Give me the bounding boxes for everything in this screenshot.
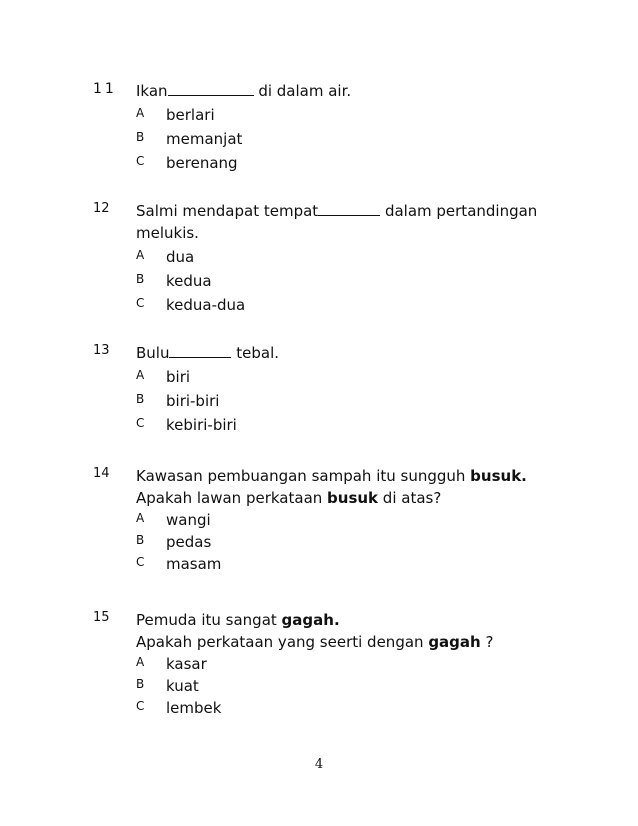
question-number: 11 (93, 81, 117, 97)
option-text: biri-biri (166, 392, 220, 410)
stem-text: Salmi mendapat tempat (136, 202, 319, 220)
option-text: dua (166, 248, 195, 266)
option-letter: C (136, 416, 145, 430)
stem-text: di atas? (378, 489, 442, 507)
option-letter: B (136, 272, 145, 286)
option-text: masam (166, 555, 222, 573)
option-letter: A (136, 106, 145, 120)
stem-text: Bulu (136, 344, 170, 362)
question-stem (136, 342, 556, 364)
option-text: wangi (166, 511, 211, 529)
question-stem (136, 200, 556, 244)
answer-blank (168, 83, 254, 96)
option-text: kuat (166, 677, 199, 695)
option-text: kedua (166, 272, 212, 290)
option-text: biri (166, 368, 191, 386)
stem-line (136, 631, 556, 653)
option-c[interactable] (136, 697, 436, 719)
question-stem (136, 80, 556, 102)
option-a[interactable] (136, 509, 436, 531)
option-text: kedua-dua (166, 296, 246, 314)
option-b[interactable] (136, 675, 436, 697)
question-number: 13 (93, 343, 110, 358)
option-c[interactable] (136, 152, 436, 174)
option-c[interactable] (136, 294, 436, 316)
stem-text: Apakah lawan perkataan (136, 489, 328, 507)
stem-line: melukis. (136, 224, 199, 242)
option-letter: C (136, 699, 145, 713)
option-letter: B (136, 392, 145, 406)
emphasized-word: busuk (327, 489, 379, 507)
emphasized-word: gagah (428, 633, 481, 651)
option-b[interactable] (136, 531, 436, 553)
option-text: kebiri-biri (166, 416, 237, 434)
option-text: berlari (166, 106, 215, 124)
option-a[interactable] (136, 653, 436, 675)
option-letter: B (136, 533, 145, 547)
option-text: pedas (166, 533, 212, 551)
stem-text: dalam pertandingan (380, 202, 538, 220)
option-letter: C (136, 296, 145, 310)
page-number: 4 (314, 757, 324, 772)
stem-line (136, 465, 556, 487)
question-stem (136, 609, 556, 653)
option-letter: A (136, 511, 145, 525)
emphasized-word: busuk. (470, 467, 527, 485)
stem-text: Apakah perkataan yang seerti dengan (136, 633, 429, 651)
question-number: 14 (93, 466, 110, 481)
question-number: 15 (93, 610, 110, 625)
option-letter: C (136, 154, 145, 168)
option-c[interactable] (136, 414, 436, 436)
question-stem (136, 465, 556, 509)
option-letter: C (136, 555, 145, 569)
stem-text: Ikan (136, 82, 168, 100)
option-text: lembek (166, 699, 222, 717)
option-letter: B (136, 130, 145, 144)
stem-line (136, 342, 556, 364)
answer-blank (318, 203, 380, 216)
option-b[interactable] (136, 390, 436, 412)
emphasized-word: gagah. (281, 611, 340, 629)
option-letter: A (136, 248, 145, 262)
stem-line (136, 609, 556, 631)
answer-blank (169, 345, 231, 358)
option-letter: B (136, 677, 145, 691)
option-text: berenang (166, 154, 238, 172)
stem-text: Kawasan pembuangan sampah itu sungguh (136, 467, 471, 485)
stem-text: ? (480, 633, 494, 651)
option-c[interactable] (136, 553, 436, 575)
option-a[interactable] (136, 366, 436, 388)
option-b[interactable] (136, 128, 436, 150)
option-a[interactable] (136, 104, 436, 126)
stem-text: di dalam air. (253, 82, 352, 100)
option-text: memanjat (166, 130, 243, 148)
option-b[interactable] (136, 270, 436, 292)
stem-text: tebal. (231, 344, 280, 362)
stem-line (136, 200, 556, 222)
question-number: 12 (93, 201, 110, 216)
stem-text: Pemuda itu sangat (136, 611, 282, 629)
option-a[interactable] (136, 246, 436, 268)
option-letter: A (136, 655, 145, 669)
option-letter: A (136, 368, 145, 382)
stem-line (136, 80, 556, 102)
stem-line (136, 487, 556, 509)
option-text: kasar (166, 655, 207, 673)
